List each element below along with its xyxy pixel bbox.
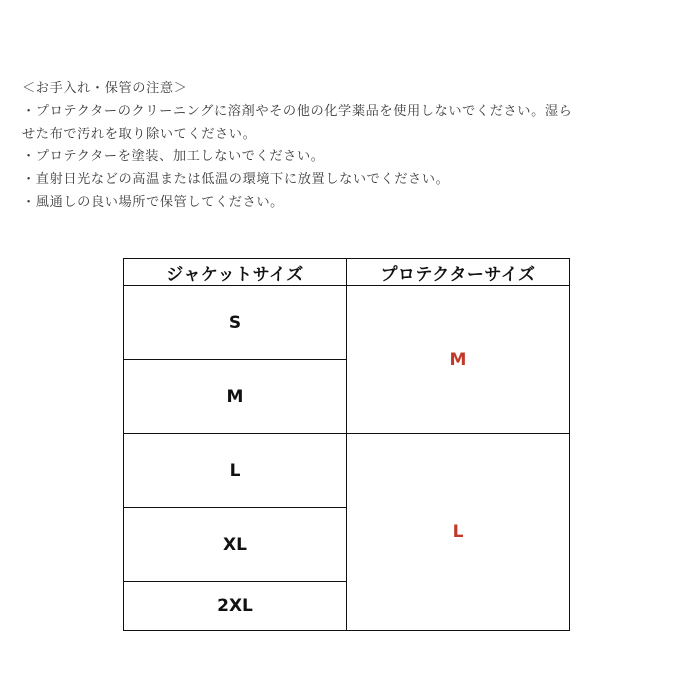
care-notes-heading: ＜お手入れ・保管の注意＞ — [22, 81, 188, 96]
care-note-line: せた布で汚れを取り除いてください。 — [22, 126, 257, 142]
jacket-size-header: ジャケットサイズ — [124, 259, 347, 286]
jacket-size-cell: M — [124, 360, 347, 434]
jacket-size-cell: L — [124, 434, 347, 508]
care-note-line: ・風通しの良い場所で保管してください。 — [22, 194, 284, 210]
care-notes — [22, 78, 687, 215]
protector-size-cell: M — [347, 286, 570, 434]
table-row — [124, 434, 570, 508]
care-note-line: ・プロテクターを塗装、加工しないでください。 — [22, 149, 325, 165]
jacket-size-cell: 2XL — [124, 582, 347, 631]
protector-size-header: プロテクターサイズ — [347, 259, 570, 286]
size-table-header-row — [124, 259, 570, 286]
table-row — [124, 286, 570, 360]
size-chart-table — [123, 258, 570, 631]
jacket-size-cell: S — [124, 286, 347, 360]
care-note-line: ・直射日光などの高温または低温の環境下に放置しないでください。 — [22, 172, 450, 188]
jacket-size-cell: XL — [124, 508, 347, 582]
protector-size-cell: L — [347, 434, 570, 631]
care-note-line: ・プロテクターのクリーニングに溶剤やその他の化学薬品を使用しないでください。湿ら — [22, 103, 573, 119]
